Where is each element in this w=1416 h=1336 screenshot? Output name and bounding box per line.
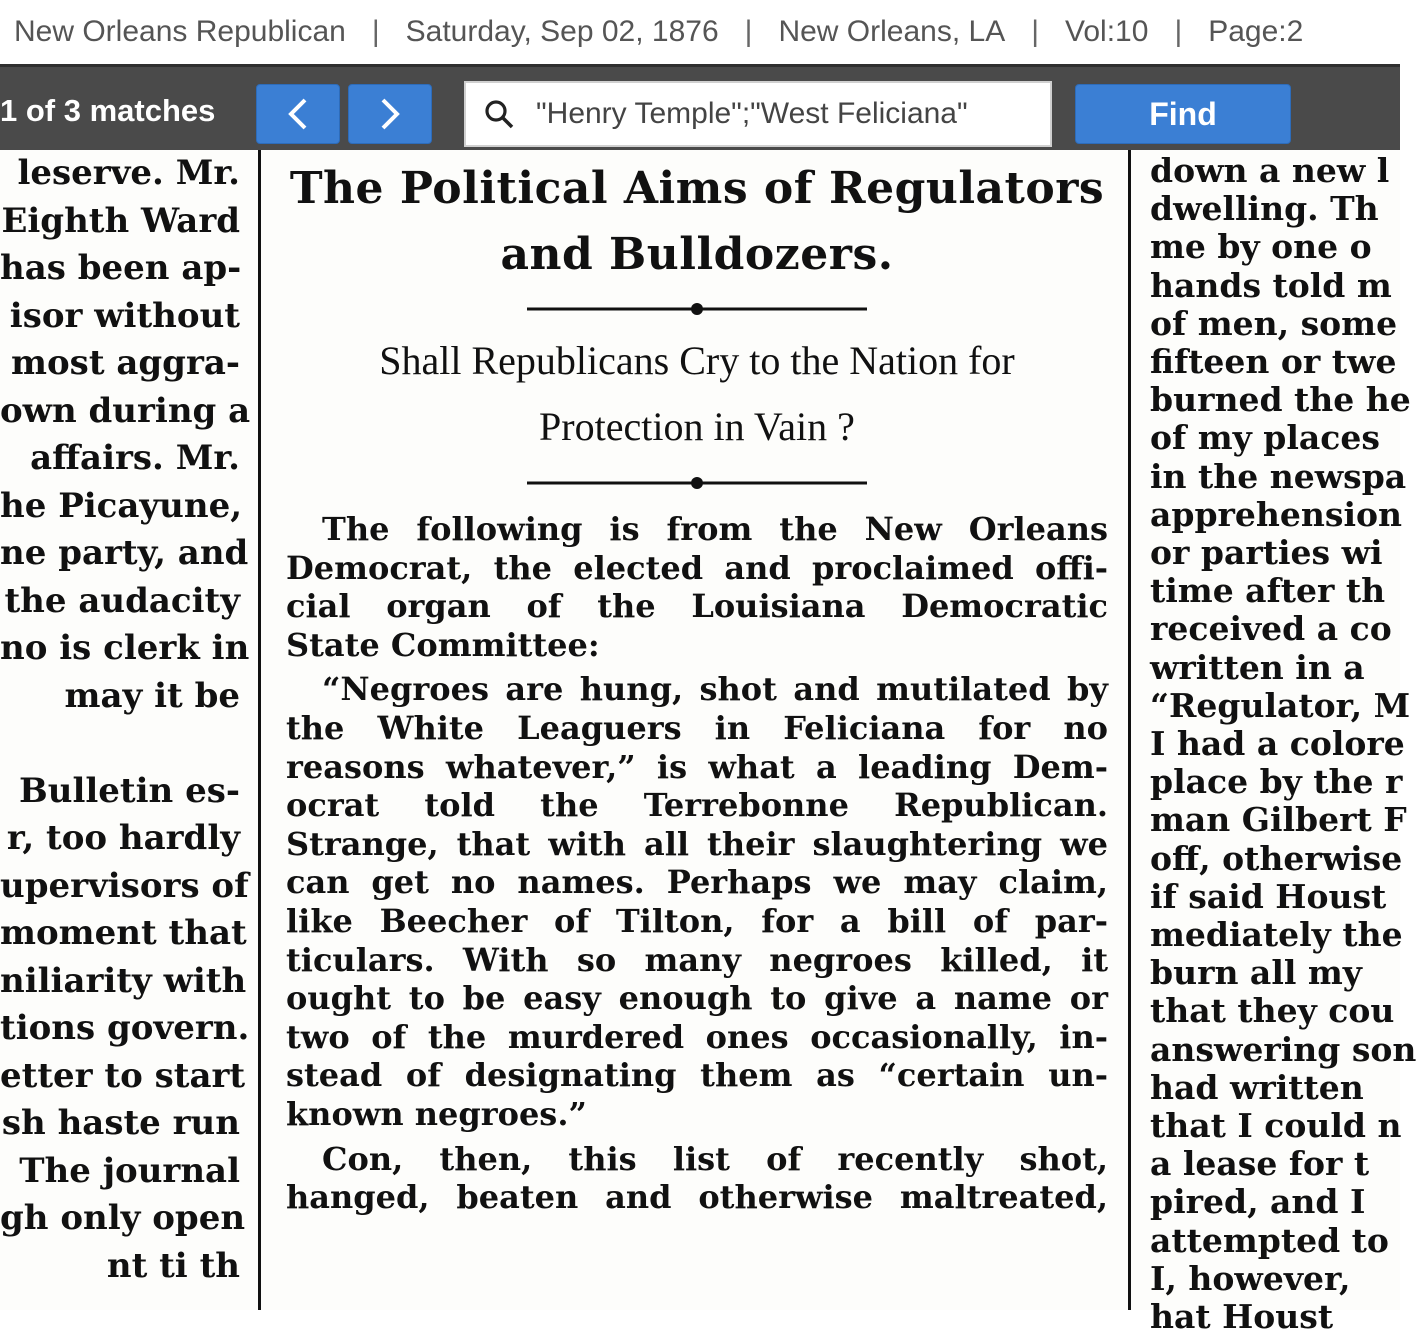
ornament-rule (525, 302, 869, 316)
article-text-line: State Committee: (286, 625, 600, 664)
column-text-line: most aggra- (11, 343, 240, 383)
ornament-rule (525, 476, 869, 490)
separator: | (744, 15, 753, 48)
match-count: 1 of 3 matches (0, 93, 216, 128)
article-text-line: Strange, that with all their slaughtering we (286, 824, 1108, 863)
column-text-line: a lease for t (1150, 1144, 1370, 1184)
column-text-line: apprehension (1150, 494, 1403, 534)
column-text-line: that they cou (1150, 991, 1395, 1031)
column-text-line: man Gilbert F (1150, 800, 1407, 840)
previous-match-button[interactable] (256, 84, 340, 144)
separator: | (1031, 15, 1040, 48)
article-text-line: “Negroes are hung, shot and mutilated by (322, 670, 1108, 709)
column-rule (258, 150, 261, 1310)
article-text-line: Con, then, this list of recently shot, (322, 1139, 1108, 1178)
separator: | (1174, 15, 1183, 48)
article-text-line: cial organ of the Louisiana Democratic (286, 587, 1108, 626)
column-text-line: no is clerk in (0, 628, 250, 668)
column-text-line: written in a (1150, 647, 1365, 687)
article-paragraph (286, 670, 1108, 1133)
column-text-line: if said Houst (1150, 876, 1387, 916)
search-field[interactable] (464, 81, 1052, 147)
column-text-line: own during a (0, 390, 251, 431)
chevron-right-icon (379, 97, 401, 131)
article-text-line: Democrat, the elected and proclaimed offi- (286, 548, 1108, 587)
column-text-line: I, however, (1150, 1258, 1351, 1298)
column-text-line: Bulletin es- (19, 770, 240, 811)
column-text-line: that I could n (1150, 1106, 1402, 1146)
column-text-line: down a new l (1150, 151, 1390, 190)
column-text-line: the audacity (4, 580, 240, 621)
column-text-line: sh haste run (1, 1103, 240, 1143)
column-text-line: I had a colore (1150, 724, 1405, 764)
publication-info-bar (0, 0, 1400, 64)
publication-location: New Orleans, LA (778, 15, 1006, 48)
volume-number: Vol:10 (1065, 15, 1149, 48)
column-text-line: has been ap- (0, 248, 242, 288)
column-text-line: me by one o (1150, 227, 1372, 267)
column-text-line: isor without (9, 295, 240, 336)
column-text-line: moment that (0, 913, 247, 953)
column-text-line: Eighth Ward (1, 200, 240, 241)
column-text-line: tions govern. (0, 1008, 250, 1048)
article-paragraph (286, 1140, 1108, 1217)
article-text-line: two of the murdered ones occasionally, in- (286, 1017, 1108, 1056)
column-text-line: or parties wi (1150, 533, 1383, 573)
article-text-line: hanged, beaten and otherwise maltreated, (286, 1178, 1108, 1217)
article-subheading (268, 328, 1126, 460)
article-text-line: the White Leaguers in Feliciana for no (286, 708, 1108, 747)
next-match-button[interactable] (348, 84, 432, 144)
article-paragraph (286, 510, 1108, 664)
article-text-line: can get no names. Perhaps we may claim, (286, 863, 1108, 902)
headline-line: and Bulldozers. (500, 229, 894, 280)
chevron-left-icon (287, 97, 309, 131)
search-icon (484, 99, 514, 129)
column-text-line: ne party, and (0, 533, 249, 573)
column-text-line: burn all my (1150, 953, 1362, 993)
column-text-line: fifteen or twe (1150, 342, 1397, 382)
article (268, 150, 1126, 1310)
column-text-line: burned the he (1150, 380, 1411, 420)
column-text-line: niliarity with (0, 960, 247, 1001)
article-text-line: like Beecher of Tilton, for a bill of par- (286, 901, 1108, 940)
publication-date: Saturday, Sep 02, 1876 (405, 15, 719, 48)
find-button[interactable]: Find (1075, 84, 1291, 144)
article-text-line: stead of designating them as “certain un- (286, 1056, 1108, 1095)
column-text-line: mediately the (1150, 915, 1403, 955)
column-text-line: pired, and I (1150, 1182, 1366, 1222)
publication-name: New Orleans Republican (14, 15, 346, 48)
article-text-line: The following is from the New Orleans (322, 510, 1108, 548)
article-text-line: ticulars. With so many negroes killed, it (286, 940, 1108, 979)
column-text-line: he Picayune, (0, 485, 243, 526)
article-text-line: known negroes.” (286, 1094, 587, 1133)
article-body (268, 510, 1126, 1217)
newspaper-page (0, 150, 1416, 1336)
column-text-line: hat Houst (1150, 1297, 1334, 1336)
column-text-line: of my places (1150, 418, 1380, 458)
headline-line: The Political Aims of Regulators (289, 163, 1105, 214)
separator: | (371, 15, 380, 48)
column-text-line: hands told m (1150, 265, 1392, 305)
column-text-line: time after th (1150, 571, 1386, 611)
article-headline (268, 156, 1126, 288)
column-text-line: “Regulator, M (1150, 685, 1411, 725)
column-text-line (0, 720, 246, 768)
column-text-line: place by the r (1150, 762, 1403, 802)
column-text-line: etter to start (0, 1055, 246, 1096)
column-rule (1128, 150, 1131, 1310)
column-text-line: received a co (1150, 609, 1392, 649)
left-column (0, 150, 251, 1310)
column-text-line: had written (1150, 1067, 1364, 1107)
column-text-line: in the newspa (1150, 456, 1407, 496)
column-text-line: nt ti th (106, 1245, 240, 1286)
column-text-line: of men, some (1150, 303, 1398, 343)
article-text-line: ought to be easy enough to give a name or (286, 979, 1108, 1018)
right-column (1150, 150, 1416, 1336)
column-text-line: affairs. Mr. (30, 438, 240, 478)
article-text-line: reasons whatever,” is what a leading Dem- (286, 747, 1108, 786)
column-text-line: attempted to (1150, 1220, 1389, 1260)
subheading-line: Protection in Vain ? (539, 404, 855, 449)
column-text-line: dwelling. Th (1150, 189, 1379, 229)
page-number: Page:2 (1208, 15, 1304, 48)
column-text-line: answering son (1150, 1029, 1416, 1069)
column-text-line: may it be (64, 675, 240, 716)
search-toolbar (0, 64, 1400, 150)
column-text-line: off, otherwise (1150, 838, 1403, 878)
column-text-line: upervisors of (0, 865, 249, 906)
column-text-line: r, too hardly (6, 818, 240, 858)
search-input[interactable] (536, 97, 1006, 131)
column-text-line: leserve. Mr. (17, 153, 240, 193)
subheading-line: Shall Republicans Cry to the Nation for (379, 338, 1015, 383)
column-text-line: gh only open (0, 1198, 246, 1238)
column-text-line: The journal (19, 1150, 240, 1191)
article-text-line: ocrat told the Terrebonne Republican. (286, 786, 1108, 825)
